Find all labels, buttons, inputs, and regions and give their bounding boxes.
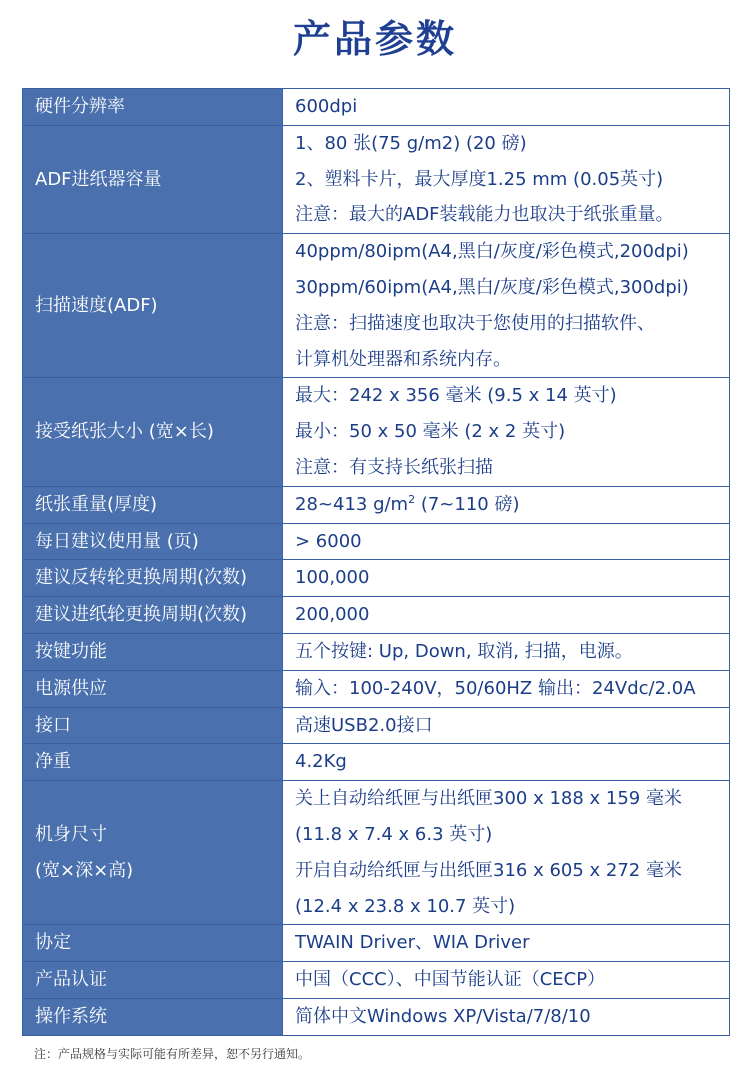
row-label-feed-roller: 建议进纸轮更换周期(次数) — [23, 597, 283, 634]
spec-table — [22, 88, 730, 1036]
row-value-dimensions: 关上自动给纸匣与出纸匣300 x 188 x 159 毫米 (11.8 x 7.4 x 6.3 英寸) 开启自动给纸匣与出纸匣316 x 605 x 272 毫米 (12.4 x 23.8 x 10.7 英寸) — [283, 781, 730, 925]
row-label-daily-volume: 每日建议使用量 (页) — [23, 523, 283, 560]
row-label-paper-weight: 纸张重量(厚度) — [23, 486, 283, 523]
table-row — [23, 925, 730, 962]
row-label-reverse-roller: 建议反转轮更换周期(次数) — [23, 560, 283, 597]
row-label-power: 电源供应 — [23, 670, 283, 707]
row-value-paper-weight: 28~413 $g/m^2$ (7~110 磅) — [283, 486, 730, 523]
row-label-interface: 接口 — [23, 707, 283, 744]
table-row — [23, 378, 730, 486]
row-label-protocol: 协定 — [23, 925, 283, 962]
table-row — [23, 633, 730, 670]
row-label-paper-size: 接受纸张大小 (宽×长) — [23, 378, 283, 486]
row-value-certification: 中国（CCC）、中国节能认证（CECP） — [283, 962, 730, 999]
table-row — [23, 234, 730, 378]
row-label-buttons: 按键功能 — [23, 633, 283, 670]
row-label-adf-capacity: ADF进纸器容量 — [23, 125, 283, 233]
row-value-interface: 高速USB2.0接口 — [283, 707, 730, 744]
table-row — [23, 998, 730, 1035]
footnote: 注：产品规格与实际可能有所差异，恕不另行通知。 — [34, 1047, 311, 1061]
row-value-power: 输入：100-240V，50/60HZ 输出：24Vdc/2.0A — [283, 670, 730, 707]
row-label-resolution: 硬件分辨率 — [23, 89, 283, 126]
table-row — [23, 486, 730, 523]
table-row — [23, 89, 730, 126]
page-title: 产品参数 — [292, 17, 457, 61]
row-value-resolution: 600dpi — [283, 89, 730, 126]
row-label-net-weight: 净重 — [23, 744, 283, 781]
table-row — [23, 523, 730, 560]
row-label-dimensions: 机身尺寸 (宽×深×高) — [23, 781, 283, 925]
row-value-buttons: 五个按键: Up, Down, 取消, 扫描，电源。 — [283, 633, 730, 670]
table-row — [23, 670, 730, 707]
row-value-adf-capacity: 1、80 张(75 g/m2) (20 磅) 2、塑料卡片，最大厚度1.25 mm (0.05英寸) 注意：最大的ADF装载能力也取决于纸张重量。 — [283, 125, 730, 233]
row-label-os: 操作系统 — [23, 998, 283, 1035]
table-row — [23, 597, 730, 634]
table-row — [23, 560, 730, 597]
table-row — [23, 962, 730, 999]
row-value-scan-speed: 40ppm/80ipm(A4,黑白/灰度/彩色模式,200dpi) 30ppm/60ipm(A4,黑白/灰度/彩色模式,300dpi) 注意：扫描速度也取决于您使用的扫描软件、 计算机处理器和系统内存。 — [283, 234, 730, 378]
table-row — [23, 744, 730, 781]
row-value-protocol: TWAIN Driver、WIA Driver — [283, 925, 730, 962]
row-label-certification: 产品认证 — [23, 962, 283, 999]
table-row — [23, 707, 730, 744]
row-value-reverse-roller: 100,000 — [283, 560, 730, 597]
row-value-net-weight: 4.2Kg — [283, 744, 730, 781]
row-value-daily-volume: > 6000 — [283, 523, 730, 560]
row-value-feed-roller: 200,000 — [283, 597, 730, 634]
row-label-scan-speed: 扫描速度(ADF) — [23, 234, 283, 378]
row-value-os: 简体中文Windows XP/Vista/7/8/10 — [283, 998, 730, 1035]
table-row — [23, 125, 730, 233]
table-row — [23, 781, 730, 925]
row-value-paper-size: 最大：242 x 356 毫米 (9.5 x 14 英寸) 最小：50 x 50 毫米 (2 x 2 英寸) 注意：有支持长纸张扫描 — [283, 378, 730, 486]
